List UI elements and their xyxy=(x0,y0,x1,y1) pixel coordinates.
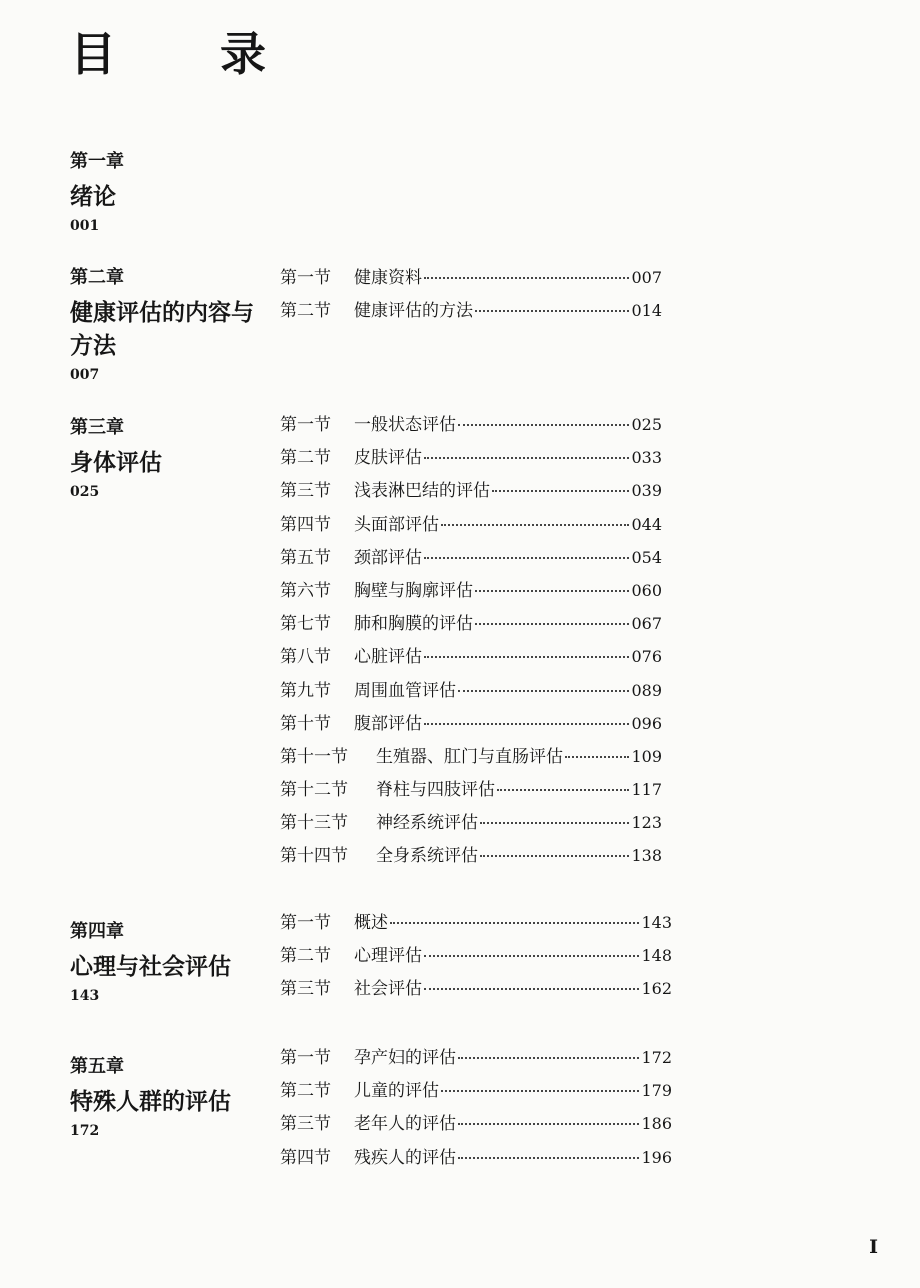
dot-leader xyxy=(458,424,629,426)
toc-entry[interactable] xyxy=(280,908,672,941)
section-page: 123 xyxy=(631,813,662,833)
section-title: 概述 xyxy=(354,913,388,933)
section-page: 186 xyxy=(641,1114,672,1134)
section-number: 第三节 xyxy=(280,979,331,1000)
toc-entry[interactable] xyxy=(280,1043,672,1076)
section-page: 117 xyxy=(631,780,662,800)
section-title: 脊柱与四肢评估 xyxy=(376,780,495,801)
chapter-label: 第五章 xyxy=(70,1056,124,1077)
chapter-label: 第一章 xyxy=(70,151,124,172)
section-page: 044 xyxy=(631,514,662,534)
section-title: 残疾人的评估 xyxy=(354,1147,456,1168)
dot-leader xyxy=(492,490,629,492)
toc-entry[interactable] xyxy=(280,941,672,974)
section-page: 162 xyxy=(641,979,672,999)
dot-leader xyxy=(565,756,629,758)
toc-entry[interactable] xyxy=(280,263,662,296)
chapter-name: 身体评估 xyxy=(70,449,162,476)
chapter-3-sections xyxy=(280,410,662,875)
section-page: 172 xyxy=(641,1048,672,1067)
dot-leader xyxy=(424,723,629,725)
chapter-4-sections xyxy=(280,908,672,1008)
section-number: 第十二节 xyxy=(280,780,348,801)
section-page: 179 xyxy=(641,1081,672,1101)
section-number: 第九节 xyxy=(280,680,331,701)
dot-leader xyxy=(424,457,629,459)
section-title: 皮肤评估 xyxy=(354,448,422,469)
chapter-2 xyxy=(70,266,260,384)
toc-entry[interactable] xyxy=(280,410,662,443)
chapter-name: 绪论 xyxy=(70,183,116,210)
section-number: 第四节 xyxy=(280,1147,331,1168)
chapter-name: 健康评估的内容与方法 xyxy=(70,299,254,359)
toc-entry[interactable] xyxy=(280,808,662,841)
dot-leader xyxy=(480,822,629,824)
section-number: 第三节 xyxy=(280,1114,331,1135)
dot-leader xyxy=(390,922,639,924)
section-page: 033 xyxy=(631,448,662,468)
section-title: 心理评估 xyxy=(354,946,422,967)
toc-entry[interactable] xyxy=(280,974,672,1007)
section-number: 第五节 xyxy=(280,547,331,568)
section-number: 第二节 xyxy=(280,1081,331,1102)
dot-leader xyxy=(424,277,629,279)
section-title: 社会评估 xyxy=(354,979,422,1000)
section-title: 孕产妇的评估 xyxy=(354,1048,456,1068)
section-page: 096 xyxy=(631,713,662,733)
section-number: 第十四节 xyxy=(280,846,348,867)
section-title: 儿童的评估 xyxy=(354,1081,439,1102)
section-page: 014 xyxy=(631,301,662,321)
section-number: 第一节 xyxy=(280,415,331,435)
section-title: 头面部评估 xyxy=(354,514,439,535)
toc-entry[interactable] xyxy=(280,543,662,576)
section-number: 第二节 xyxy=(280,301,331,322)
toc-entry[interactable] xyxy=(280,510,662,543)
page-folio: I xyxy=(869,1236,878,1258)
section-title: 老年人的评估 xyxy=(354,1114,456,1135)
dot-leader xyxy=(424,988,639,990)
chapter-4 xyxy=(70,920,270,1005)
toc-entry[interactable] xyxy=(280,1109,672,1142)
toc-entry[interactable] xyxy=(280,775,662,808)
section-number: 第八节 xyxy=(280,647,331,668)
chapter-label: 第四章 xyxy=(70,921,124,942)
section-number: 第四节 xyxy=(280,514,331,535)
chapter-page: 172 xyxy=(70,1123,100,1139)
chapter-1 xyxy=(70,150,265,235)
section-number: 第六节 xyxy=(280,580,331,601)
chapter-2-sections xyxy=(280,263,662,329)
toc-entry[interactable] xyxy=(280,576,662,609)
toc-entry[interactable] xyxy=(280,443,662,476)
dot-leader xyxy=(424,955,639,957)
section-number: 第十一节 xyxy=(280,746,348,767)
section-title: 肺和胸膜的评估 xyxy=(354,614,473,635)
chapter-5 xyxy=(70,1055,270,1140)
section-page: 109 xyxy=(631,746,662,766)
toc-entry[interactable] xyxy=(280,841,662,874)
chapter-page: 025 xyxy=(70,484,100,500)
toc-entry[interactable] xyxy=(280,742,662,775)
section-title: 生殖器、肛门与直肠评估 xyxy=(376,746,563,767)
chapter-label: 第三章 xyxy=(70,417,124,438)
dot-leader xyxy=(441,1090,639,1092)
section-title: 健康资料 xyxy=(354,268,422,288)
toc-entry[interactable] xyxy=(280,676,662,709)
section-page: 025 xyxy=(631,415,662,434)
chapter-page: 001 xyxy=(70,218,100,234)
section-page: 060 xyxy=(631,580,662,600)
chapter-5-sections xyxy=(280,1043,672,1176)
toc-entry[interactable] xyxy=(280,476,662,509)
chapter-page: 007 xyxy=(70,367,100,383)
toc-entry[interactable] xyxy=(280,709,662,742)
dot-leader xyxy=(475,310,629,312)
section-page: 196 xyxy=(641,1147,672,1167)
section-title: 神经系统评估 xyxy=(376,813,478,834)
section-page: 076 xyxy=(631,647,662,667)
chapter-3 xyxy=(70,416,265,501)
toc-entry[interactable] xyxy=(280,642,662,675)
page-title: 目 录 xyxy=(70,27,311,81)
section-title: 浅表淋巴结的评估 xyxy=(354,481,490,502)
toc-entry[interactable] xyxy=(280,296,662,329)
dot-leader xyxy=(458,1057,639,1059)
chapter-name: 特殊人群的评估 xyxy=(70,1088,231,1115)
section-title: 颈部评估 xyxy=(354,547,422,568)
section-page: 039 xyxy=(631,481,662,501)
dot-leader xyxy=(441,524,629,526)
section-title: 胸壁与胸廓评估 xyxy=(354,580,473,601)
section-number: 第一节 xyxy=(280,1048,331,1068)
dot-leader xyxy=(424,557,629,559)
section-number: 第三节 xyxy=(280,481,331,502)
section-page: 143 xyxy=(641,913,672,932)
section-number: 第十节 xyxy=(280,713,331,734)
dot-leader xyxy=(475,623,629,625)
section-page: 067 xyxy=(631,614,662,634)
dot-leader xyxy=(458,1157,639,1159)
dot-leader xyxy=(475,590,629,592)
chapter-label: 第二章 xyxy=(70,267,124,288)
section-number: 第十三节 xyxy=(280,813,348,834)
section-title: 心脏评估 xyxy=(354,647,422,668)
section-number: 第一节 xyxy=(280,268,331,288)
section-title: 周围血管评估 xyxy=(354,680,456,701)
chapter-name: 心理与社会评估 xyxy=(70,953,231,980)
section-page: 138 xyxy=(631,846,662,866)
section-page: 148 xyxy=(641,946,672,966)
section-page: 007 xyxy=(631,268,662,287)
section-number: 第一节 xyxy=(280,913,331,933)
section-page: 054 xyxy=(631,547,662,567)
dot-leader xyxy=(480,855,629,857)
toc-entry[interactable] xyxy=(280,1076,672,1109)
section-title: 一般状态评估 xyxy=(354,415,456,435)
section-number: 第二节 xyxy=(280,946,331,967)
dot-leader xyxy=(424,656,629,658)
toc-entry[interactable] xyxy=(280,609,662,642)
dot-leader xyxy=(458,690,629,692)
section-title: 健康评估的方法 xyxy=(354,301,473,322)
section-number: 第七节 xyxy=(280,614,331,635)
section-number: 第二节 xyxy=(280,448,331,469)
dot-leader xyxy=(497,789,629,791)
toc-entry[interactable] xyxy=(280,1143,672,1176)
dot-leader xyxy=(458,1123,639,1125)
section-title: 全身系统评估 xyxy=(376,846,478,867)
section-title: 腹部评估 xyxy=(354,713,422,734)
chapter-page: 143 xyxy=(70,988,100,1004)
section-page: 089 xyxy=(631,680,662,700)
